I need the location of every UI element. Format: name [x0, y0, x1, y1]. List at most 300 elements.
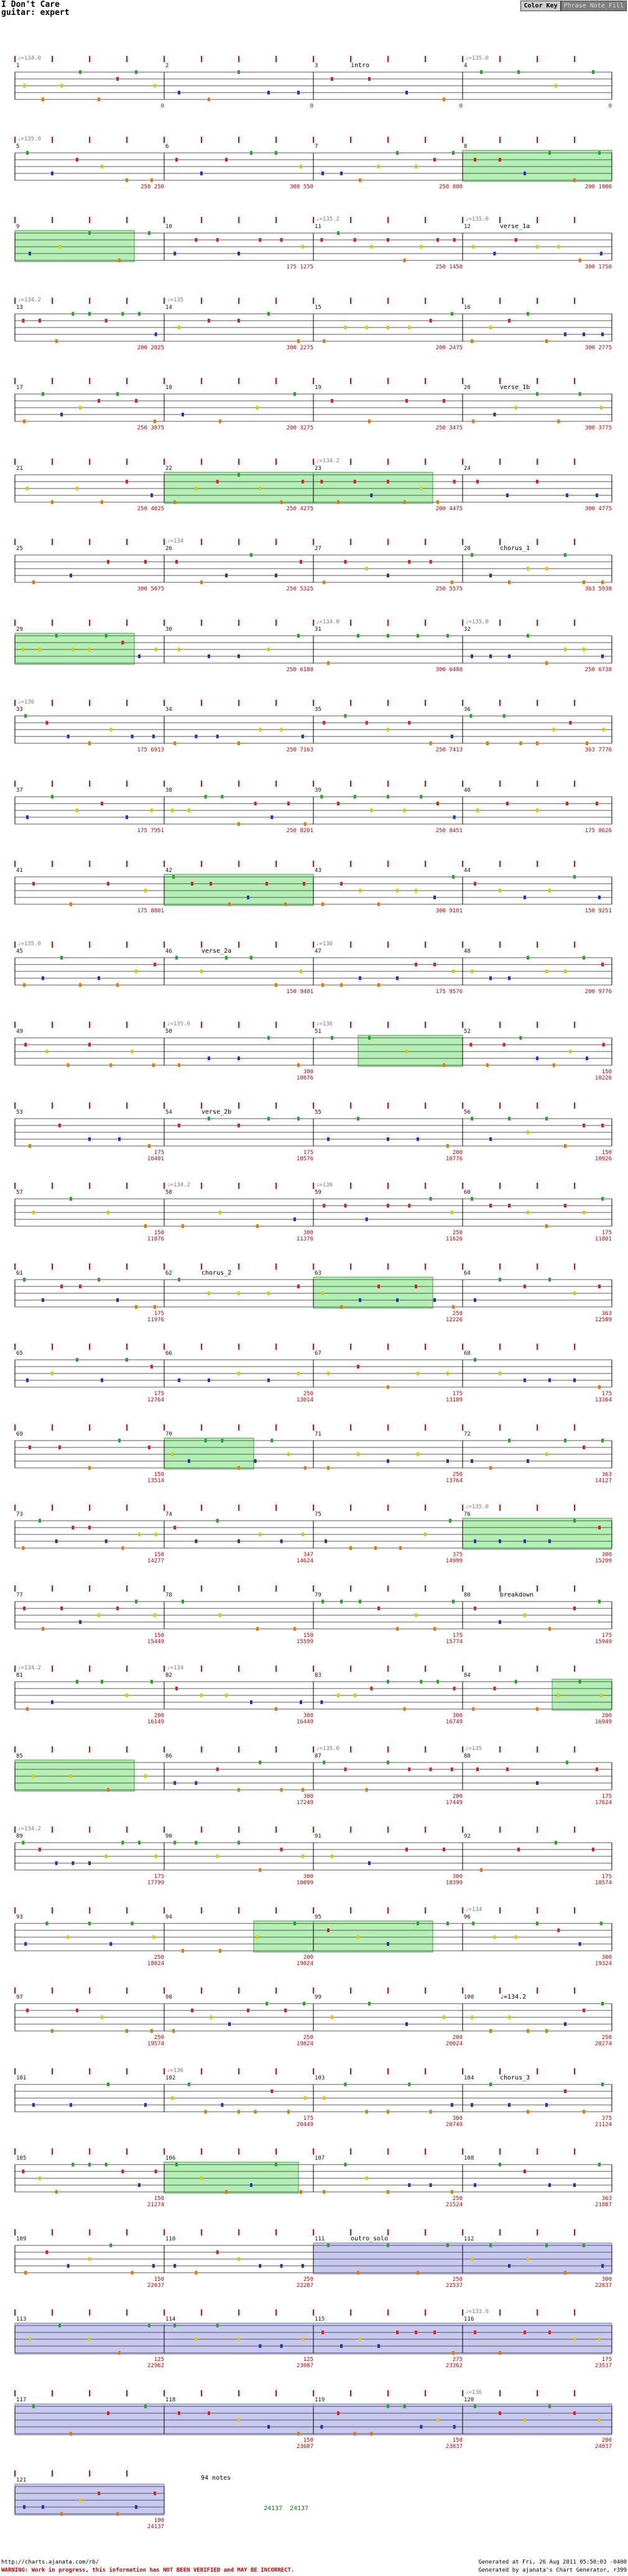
note-gem: [155, 2170, 157, 2173]
note-gem: [148, 1144, 150, 1148]
note-gem: [536, 392, 538, 396]
chart-system: [0, 1502, 628, 1580]
note-gem: [135, 1600, 137, 1603]
solo-section: [463, 2323, 612, 2354]
note-gem: [173, 1781, 176, 1785]
note-gem: [601, 1197, 604, 1201]
note-gem: [267, 2425, 270, 2429]
note-gem: [548, 1539, 551, 1543]
measure-score: 175 20449: [296, 2115, 313, 2128]
note-gem: [598, 2337, 601, 2341]
note-gem: [366, 1788, 368, 1792]
note-gem: [443, 1848, 445, 1851]
chart-system: [0, 1100, 628, 1178]
note-gem: [107, 2083, 109, 2086]
note-gem: [344, 1767, 346, 1771]
note-gem: [446, 2244, 449, 2247]
note-gem: [280, 2344, 283, 2348]
note-gem: [508, 1439, 510, 1442]
measure-score: 150 10226: [594, 1069, 612, 1081]
note-gem: [60, 1607, 63, 1610]
measure-score: 175 11801: [594, 1230, 612, 1242]
note-gem: [178, 2411, 180, 2415]
note-gem: [548, 2331, 551, 2334]
note-gem: [555, 1841, 557, 1845]
note-gem: [39, 319, 41, 323]
note-gem: [238, 1466, 240, 1470]
measure-number: 112: [464, 2236, 474, 2242]
note-gem: [267, 1291, 270, 1295]
note-gem: [275, 151, 277, 155]
note-gem: [67, 1935, 70, 1939]
note-gem: [424, 1533, 427, 1536]
note-gem: [370, 493, 372, 497]
note-gem: [138, 2183, 141, 2187]
note-gem: [101, 1680, 103, 1684]
measure-number: 25: [16, 546, 23, 552]
note-gem: [280, 1848, 283, 1851]
note-gem: [26, 2009, 29, 2012]
section-label: outro_solo: [351, 2235, 389, 2242]
note-gem: [150, 493, 153, 497]
note-gem: [131, 1922, 134, 1925]
tempo-marker: ♩=136: [17, 699, 35, 705]
note-gem: [76, 2009, 78, 2012]
note-gem: [387, 238, 389, 242]
note-gem: [280, 2264, 283, 2268]
note-gem: [138, 1841, 141, 1845]
note-gem: [331, 2015, 333, 2019]
note-gem: [405, 1050, 408, 1053]
note-gem: [216, 1854, 219, 1858]
note-gem: [370, 245, 372, 249]
note-gem: [109, 2244, 112, 2247]
note-gem: [79, 70, 81, 74]
note-gem: [499, 1372, 501, 1375]
note-gem: [26, 815, 29, 819]
note-gem: [436, 500, 439, 504]
note-gem: [300, 969, 302, 973]
note-gem: [452, 969, 455, 973]
phrase-note-label: Phrase Note Fill: [561, 1, 627, 11]
note-gem: [173, 500, 176, 504]
note-gem: [88, 231, 91, 235]
note-gem: [601, 654, 604, 658]
note-gem: [344, 714, 346, 718]
measure-number: 110: [165, 2236, 176, 2242]
note-gem: [354, 238, 356, 242]
note-gem: [527, 1130, 529, 1134]
solo-section: [15, 2484, 164, 2515]
note-gem: [545, 567, 548, 571]
note-gem: [23, 1278, 25, 1281]
measure-score: 250 1450: [435, 264, 463, 270]
note-gem: [489, 1466, 492, 1470]
note-gem: [116, 77, 119, 81]
measure-score: 200 1000: [584, 184, 612, 190]
note-gem: [26, 1707, 29, 1711]
note-gem: [545, 2244, 548, 2247]
note-gem: [250, 2183, 252, 2187]
note-gem: [579, 392, 581, 396]
note-gem: [216, 1767, 219, 1771]
note-gem: [471, 1117, 473, 1121]
note-gem: [471, 1459, 473, 1463]
note-gem: [586, 1057, 588, 1060]
note-gem: [126, 480, 128, 484]
note-gem: [524, 172, 526, 175]
note-gem: [586, 741, 588, 745]
note-gem: [573, 875, 576, 879]
note-gem: [250, 1700, 252, 1704]
note-gem: [76, 158, 78, 162]
tempo-marker: ♩=134.2: [316, 458, 339, 464]
note-gem: [596, 493, 598, 497]
note-gem: [323, 580, 325, 584]
note-gem: [499, 889, 501, 892]
note-gem: [503, 714, 506, 718]
measure-number: 64: [464, 1270, 471, 1277]
note-gem: [340, 1600, 343, 1603]
note-gem: [596, 1767, 598, 1771]
chart-system: [0, 2468, 628, 2546]
note-gem: [327, 1372, 330, 1375]
note-gem: [302, 1788, 304, 1792]
note-gem: [42, 98, 44, 101]
note-gem: [515, 406, 517, 410]
note-gem: [598, 896, 601, 899]
note-gem: [88, 2257, 91, 2261]
measure-number: 81: [16, 1672, 23, 1679]
note-gem: [172, 875, 175, 879]
note-gem: [195, 487, 197, 490]
note-gem: [171, 1452, 173, 1456]
note-gem: [70, 1197, 72, 1201]
measure-number: 6: [165, 144, 169, 150]
measure-number: 89: [16, 1833, 23, 1840]
staff-svg: [0, 939, 614, 1007]
measure-score: 125 23087: [296, 2357, 313, 2369]
note-gem: [22, 1546, 24, 1550]
note-gem: [29, 2337, 31, 2341]
note-gem: [216, 735, 219, 738]
note-gem: [195, 238, 197, 242]
note-gem: [474, 1298, 476, 1302]
note-gem: [489, 2083, 492, 2086]
note-gem: [489, 1137, 492, 1141]
note-gem: [178, 648, 180, 651]
measure-number: 56: [464, 1109, 471, 1116]
measure-number: 13: [16, 305, 23, 311]
note-gem: [573, 1378, 576, 1382]
note-gem: [321, 2331, 324, 2334]
tempo-marker: ♩=136: [316, 1021, 333, 1027]
measure-score: 250 19574: [147, 2035, 164, 2047]
measure-score: 175 9576: [435, 989, 463, 995]
measure-number: 21: [16, 465, 23, 472]
note-gem: [598, 1526, 601, 1529]
note-gem: [238, 654, 240, 658]
note-gem: [173, 1526, 176, 1529]
note-gem: [508, 1117, 510, 1121]
note-gem: [70, 902, 72, 906]
note-gem: [527, 2110, 529, 2114]
note-gem: [430, 560, 432, 564]
note-gem: [131, 2271, 134, 2275]
note-gem: [228, 902, 231, 906]
note-gem: [101, 802, 103, 805]
note-gem: [219, 1949, 221, 1953]
note-gem: [598, 151, 601, 155]
measure-score: 250 12226: [445, 1311, 463, 1323]
note-gem: [200, 580, 203, 584]
measure-score: 175 15774: [445, 1633, 463, 1645]
note-gem: [557, 419, 560, 423]
note-gem: [221, 2103, 223, 2107]
note-gem: [327, 1466, 330, 1470]
note-gem: [344, 1204, 346, 1208]
note-gem: [474, 1607, 476, 1610]
measure-number: 40: [464, 787, 471, 794]
note-gem: [417, 1452, 419, 1456]
note-gem: [583, 956, 585, 960]
note-gem: [387, 1761, 389, 1764]
measure-number: 12: [464, 224, 471, 230]
tempo-marker: ♩=136: [316, 941, 333, 947]
note-gem: [144, 1774, 147, 1778]
note-gem: [493, 413, 496, 416]
note-gem: [553, 1063, 555, 1067]
measure-score: 300 2275: [286, 345, 313, 351]
note-gem: [527, 634, 529, 638]
tempo-marker: ♩=135.2: [316, 216, 339, 222]
note-gem: [225, 574, 228, 577]
measure-number: 91: [315, 1833, 321, 1840]
note-gem: [297, 634, 300, 638]
measure-number: 117: [16, 2397, 27, 2403]
measure-number: 118: [165, 2397, 176, 2403]
measure-number: 24: [464, 465, 471, 472]
solo-section: [463, 2404, 612, 2435]
measure-score: 200 3275: [286, 425, 313, 431]
note-gem: [489, 2029, 492, 2033]
note-gem: [208, 1291, 210, 1295]
note-gem: [583, 2244, 585, 2247]
note-gem: [98, 976, 100, 980]
site-url[interactable]: http://charts.ajanata.com/rb/: [1, 2559, 99, 2565]
note-gem: [387, 2190, 389, 2194]
measure-number: 90: [165, 1833, 172, 1840]
note-gem: [446, 1922, 449, 1925]
note-gem: [564, 969, 566, 973]
note-gem: [489, 976, 492, 980]
note-gem: [489, 1204, 492, 1208]
chart-system: [0, 1824, 628, 1902]
note-gem: [564, 553, 566, 557]
note-gem: [79, 1620, 81, 1624]
warning-text: WARNING: Work in progress, this information has NOT BEEN VERIFIED and MAY BE INCORRECT.: [1, 2567, 295, 2574]
note-gem: [573, 2411, 576, 2415]
note-gem: [433, 158, 436, 162]
note-gem: [370, 1687, 372, 1690]
measure-number: 96: [464, 1914, 471, 1920]
note-gem: [238, 319, 240, 323]
note-gem: [452, 151, 455, 155]
note-gem: [349, 1546, 352, 1550]
note-gem: [42, 1298, 44, 1302]
note-gem: [221, 1439, 223, 1442]
note-gem: [405, 1848, 408, 1851]
note-gem: [39, 1848, 41, 1851]
note-gem: [148, 1446, 150, 1449]
overdrive-phrase: [358, 1035, 463, 1066]
chart-system: [0, 456, 628, 534]
measure-number: 42: [165, 868, 172, 874]
note-gem: [208, 319, 210, 323]
note-gem: [555, 84, 557, 88]
note-gem: [200, 2176, 203, 2180]
note-gem: [366, 2176, 368, 2180]
measure-number: 29: [16, 626, 23, 633]
note-gem: [259, 1761, 261, 1764]
note-gem: [548, 1378, 551, 1382]
tempo-marker: ♩=135.0: [17, 136, 41, 142]
note-gem: [396, 2331, 399, 2334]
measure-score: 175 6913: [137, 747, 164, 753]
note-gem: [357, 1365, 359, 1368]
note-gem: [557, 1928, 560, 1932]
note-gem: [267, 312, 270, 316]
note-gem: [377, 902, 380, 906]
note-gem: [178, 1124, 180, 1127]
measure-score: 250 19824: [296, 2035, 313, 2047]
note-gem: [420, 2425, 422, 2429]
note-gem: [508, 1204, 510, 1208]
note-gem: [508, 580, 510, 584]
note-gem: [70, 1774, 72, 1778]
measure-number: 3: [315, 63, 318, 69]
note-gem: [536, 1057, 538, 1060]
note-gem: [29, 252, 31, 255]
note-gem: [404, 500, 406, 504]
note-gem: [297, 1372, 300, 1375]
tempo-marker: ♩=136: [465, 2390, 483, 2396]
note-gem: [178, 91, 180, 94]
note-gem: [321, 172, 324, 175]
note-gem: [42, 2505, 44, 2509]
measure-number: 67: [315, 1350, 321, 1357]
measure-number: 98: [165, 1994, 172, 2001]
note-gem: [205, 795, 207, 799]
note-gem: [469, 1043, 472, 1047]
measure-number: 109: [16, 2236, 27, 2242]
note-gem: [152, 1935, 155, 1939]
note-gem: [598, 1600, 601, 1603]
note-gem: [45, 721, 48, 725]
note-gem: [499, 2351, 501, 2355]
tempo-marker: ♩=135.0: [167, 1021, 190, 1027]
note-gem: [377, 165, 380, 168]
note-gem: [433, 2331, 436, 2334]
chart-system: [0, 778, 628, 856]
note-gem: [24, 2271, 27, 2275]
overdrive-phrase: [552, 1679, 612, 1710]
note-gem: [601, 1124, 604, 1127]
note-gem: [39, 1519, 41, 1523]
color-key-legend: [520, 1, 627, 11]
note-gem: [121, 1841, 124, 1845]
measure-number: 7: [315, 144, 318, 150]
note-gem: [107, 2411, 109, 2415]
note-gem: [116, 1298, 119, 1302]
note-gem: [182, 1600, 184, 1603]
tempo-marker: ♩=135: [465, 1746, 483, 1752]
note-gem: [254, 1459, 257, 1463]
note-gem: [600, 1694, 603, 1697]
note-gem: [287, 2110, 290, 2114]
measure-number: 102: [165, 2075, 176, 2081]
note-gem: [601, 1439, 604, 1442]
note-gem: [76, 487, 78, 490]
note-gem: [471, 2103, 473, 2107]
note-gem: [70, 574, 72, 577]
note-gem: [293, 1922, 296, 1925]
overdrive-phrase: [463, 1518, 612, 1549]
note-gem: [337, 802, 339, 805]
measure-number: 32: [464, 626, 471, 633]
note-gem: [275, 574, 277, 577]
measure-score: 150 21274: [147, 2196, 164, 2208]
note-gem: [321, 1291, 324, 1295]
note-gem: [45, 2250, 48, 2254]
note-gem: [486, 741, 489, 745]
note-gem: [598, 1285, 601, 1288]
note-gem: [430, 741, 432, 745]
note-gem: [433, 1298, 436, 1302]
measure-score: 0: [459, 103, 463, 109]
staff-svg: [0, 295, 614, 364]
note-gem: [101, 2015, 103, 2019]
measure-score: 250 3075: [137, 425, 164, 431]
chart-system: [0, 1663, 628, 1741]
note-gem: [337, 2411, 339, 2415]
measure-number: 86: [165, 1753, 172, 1759]
tempo-marker: ♩=134.2: [17, 1665, 41, 1671]
note-gem: [548, 889, 551, 892]
note-gem: [155, 648, 157, 651]
note-gem: [557, 245, 560, 249]
note-gem: [430, 2110, 432, 2114]
measure-score: 200 16949: [594, 1713, 612, 1725]
measure-number: 26: [165, 546, 172, 552]
note-gem: [121, 312, 124, 316]
note-gem: [109, 1063, 112, 1067]
measure-score: 250 18824: [147, 1955, 164, 1967]
measure-number: 73: [16, 1511, 23, 1518]
tempo-marker: ♩=133.0: [465, 2309, 489, 2315]
tempo-marker: ♩=134.0: [17, 55, 41, 62]
measure-score: 250 5575: [435, 586, 463, 592]
note-gem: [300, 165, 302, 168]
note-gem: [67, 1063, 70, 1067]
note-gem: [55, 2190, 58, 2194]
note-gem: [387, 1680, 389, 1684]
note-gem: [600, 252, 603, 255]
note-gem: [42, 1627, 44, 1631]
measure-score: 150 23837: [445, 2437, 463, 2450]
overdrive-phrase: [463, 150, 612, 181]
measure-score: 200 2025: [137, 345, 164, 351]
